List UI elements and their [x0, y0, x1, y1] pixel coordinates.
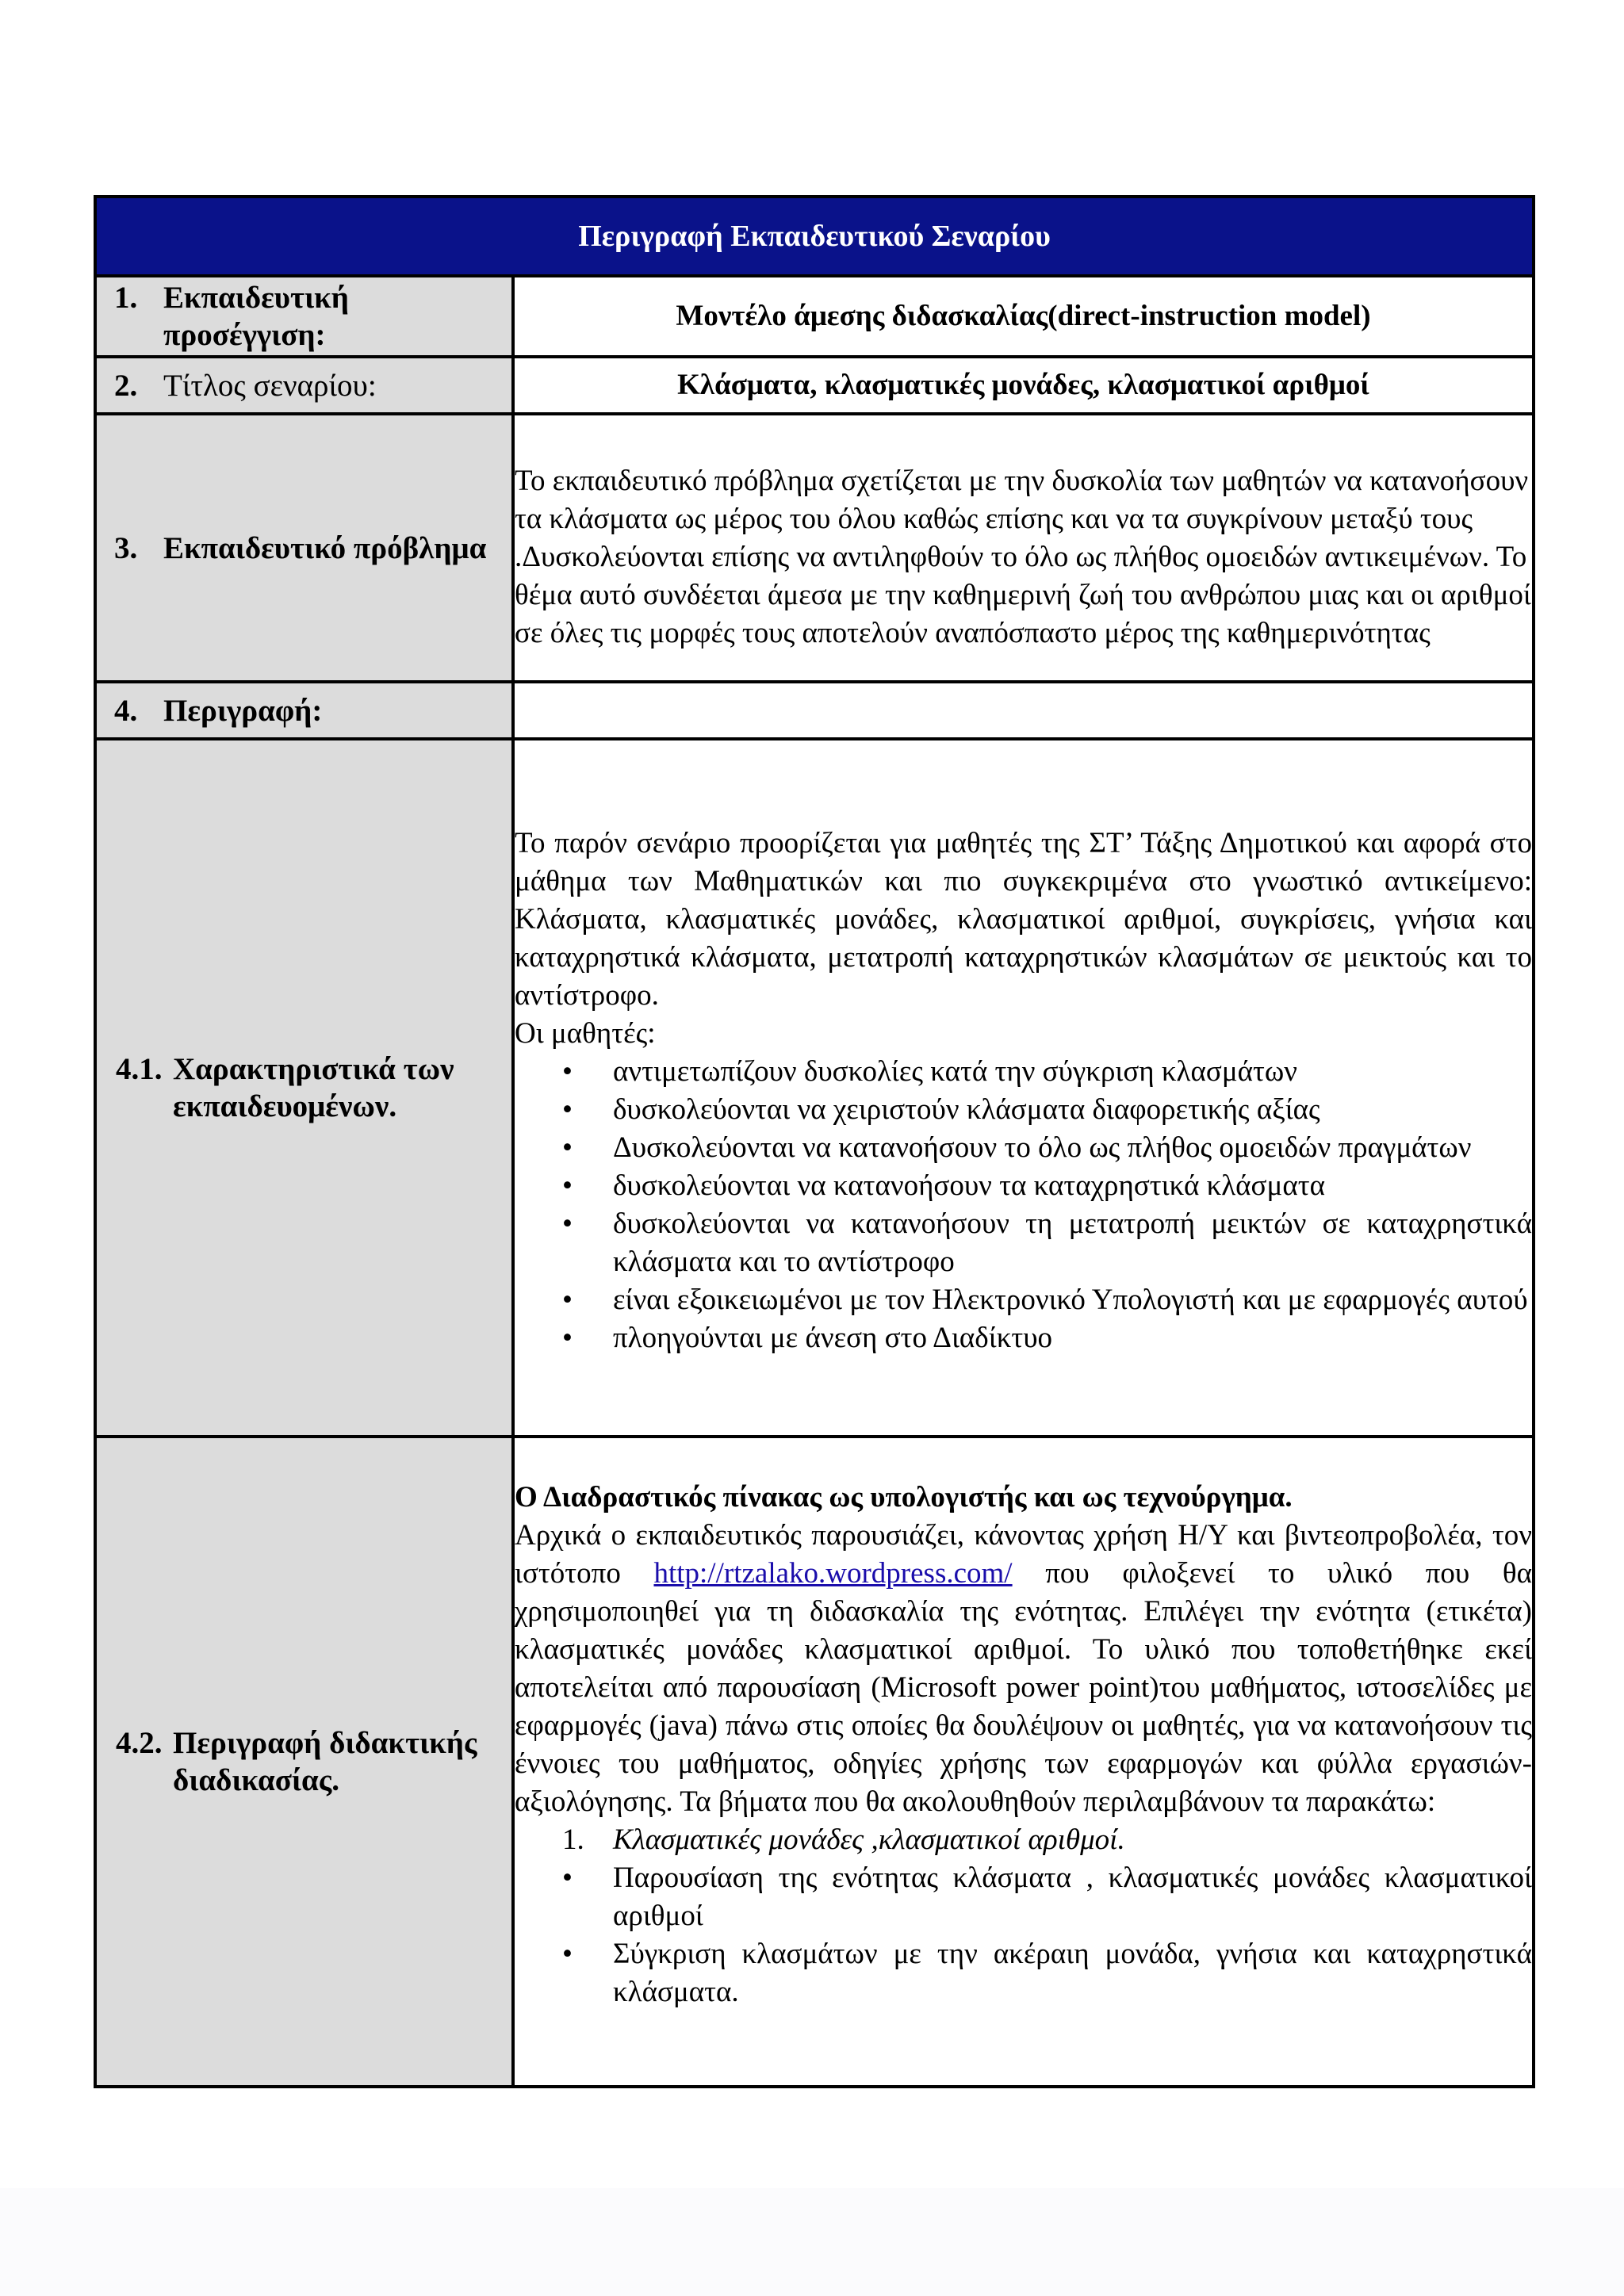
procedure-paragraph — [515, 1517, 1532, 1821]
table-title: Περιγραφή Εκπαιδευτικού Σεναρίου — [95, 197, 1534, 276]
value-approach: Μοντέλο άμεσης διδασκαλίας(direct-instruction model) — [513, 276, 1534, 357]
value-learners — [513, 739, 1534, 1437]
procedure-text-end: που φιλοξενεί το υλικό που θα χρησιμοποιηθεί για τη διδασκαλία της ενότητας. Επιλέγει την ενότητα (ετικέτα) κλασματικές μονάδες κλασματικοί αριθμοί. Το υλικό που τοποθετήθηκε εκεί αποτελείται από παρουσίαση (Microsoft power point)του μαθήματος, ιστοσελίδες με εφαρμογές (java) πάνω στις οποίες θα δουλέψουν οι μαθητές, για να κατανοήσουν τις έννοιες του μαθήματος, οδηγίες χρήσης των εφαρμογών και φύλλα εργασιών-αξιολόγησης. Τα βήματα που θα ακολουθηθούν περιλαμβάνουν τα παρακάτω: — [515, 1557, 1532, 1818]
list-item: • δυσκολεύονται να κατανοήσουν τα καταχρηστικά κλάσματα — [515, 1167, 1532, 1205]
step-number: 1. — [562, 1823, 584, 1856]
row-problem — [95, 414, 1534, 682]
list-item: • είναι εξοικειωμένοι με τον Ηλεκτρονικό Υπολογιστή και με εφαρμογές αυτού — [515, 1281, 1532, 1319]
row-number: 4. — [114, 693, 138, 728]
list-item: • Παρουσίαση της ενότητας κλάσματα , κλασματικές μονάδες κλασματικοί αριθμοί — [515, 1859, 1532, 1935]
page-bottom-shade — [0, 2188, 1624, 2296]
row-number: 1. — [114, 281, 138, 315]
table-header-row — [95, 197, 1534, 276]
list-item: • Δυσκολεύονται να κατανοήσουν το όλο ως πλήθος ομοειδών πραγμάτων — [515, 1129, 1532, 1167]
label-problem — [95, 414, 513, 682]
row-learners — [95, 739, 1534, 1437]
row-label: Εκπαιδευτική προσέγγιση: — [163, 281, 349, 352]
list-item: • δυσκολεύονται να κατανοήσουν τη μετατροπή μεικτών σε καταχρηστικά κλάσματα και το αντίστροφο — [515, 1205, 1532, 1281]
value-problem — [513, 414, 1534, 682]
problem-text: Το εκπαιδευτικό πρόβλημα σχετίζεται με την δυσκολία των μαθητών να κατανοήσουν τα κλάσματα ως μέρος του όλου καθώς επίσης και να τα συγκρίνουν μεταξύ τους .Δυσκολεύονται επίσης να αντιληφθούν το όλο ως πλήθος ομοειδών αντικειμένων. Το θέμα αυτό συνδέεται άμεσα με την καθημερινή ζωή του ανθρώπου μιας και οι αριθμοί σε όλες τις μορφές τους αποτελούν αναπόσπαστο μέρος της καθημερινότητας — [515, 465, 1531, 649]
value-procedure — [513, 1437, 1534, 2087]
row-number: 4.2. — [116, 1726, 163, 1760]
label-approach — [95, 276, 513, 357]
row-label: Χαρακτηριστικά των εκπαιδευομένων. — [173, 1052, 454, 1123]
row-number: 4.1. — [116, 1052, 163, 1086]
label-procedure — [95, 1437, 513, 2087]
list-item: • αντιμετωπίζουν δυσκολίες κατά την σύγκριση κλασμάτων — [515, 1053, 1532, 1091]
row-procedure — [95, 1437, 1534, 2087]
row-label: Τίτλος σεναρίου: — [163, 368, 377, 403]
value-description — [513, 682, 1534, 739]
learners-intro: Το παρόν σενάριο προορίζεται για μαθητές της ΣΤ’ Τάξης Δημοτικού και αφορά στο μάθημα των Μαθηματικών και πιο συγκεκριμένα στο γνωστικό αντικείμενο: Κλάσματα, κλασματικές μονάδες, κλασματικοί αριθμοί, συγκρίσεις, γνήσια και καταχρηστικά κλάσματα, μετατροπή καταχρηστικών κλασμάτων σε μεικτούς και το αντίστροφο. — [515, 827, 1532, 1012]
row-number: 2. — [114, 368, 138, 403]
row-approach — [95, 276, 1534, 357]
learners-bullet-list — [515, 1053, 1532, 1357]
procedure-bullet-list — [515, 1859, 1532, 2011]
website-link[interactable]: http://rtzalako.wordpress.com/ — [653, 1557, 1013, 1590]
row-label: Περιγραφή: — [163, 693, 323, 728]
value-title: Κλάσματα, κλασματικές μονάδες, κλασματικοί αριθμοί — [513, 357, 1534, 414]
label-title — [95, 357, 513, 414]
procedure-text-start: Αρχικά ο εκπαιδευτικός παρουσιάζει, κάνοντας χρήση Η/Υ και βιντεοπροβολέα, τον ιστότοπο — [515, 1519, 1532, 1590]
learners-lead: Οι μαθητές: — [515, 1017, 656, 1050]
step-title: Κλασματικές μονάδες ,κλασματικοί αριθμοί. — [613, 1823, 1125, 1856]
row-label: Εκπαιδευτικό πρόβλημα — [163, 530, 487, 565]
label-description — [95, 682, 513, 739]
procedure-heading: Ο Διαδραστικός πίνακας ως υπολογιστής και ως τεχνούργημα. — [515, 1481, 1293, 1513]
list-item: • πλοηγούνται με άνεση στο Διαδίκτυο — [515, 1319, 1532, 1357]
scenario-table — [94, 195, 1535, 2088]
row-number: 3. — [114, 530, 138, 565]
row-title — [95, 357, 1534, 414]
list-item: • Σύγκριση κλασμάτων με την ακέραιη μονάδα, γνήσια και καταχρηστικά κλάσματα. — [515, 1935, 1532, 2011]
row-label: Περιγραφή διδακτικής διαδικασίας. — [173, 1726, 477, 1797]
row-description — [95, 682, 1534, 739]
label-learners — [95, 739, 513, 1437]
numbered-step — [515, 1821, 1532, 1859]
list-item: • δυσκολεύονται να χειριστούν κλάσματα διαφορετικής αξίας — [515, 1091, 1532, 1129]
